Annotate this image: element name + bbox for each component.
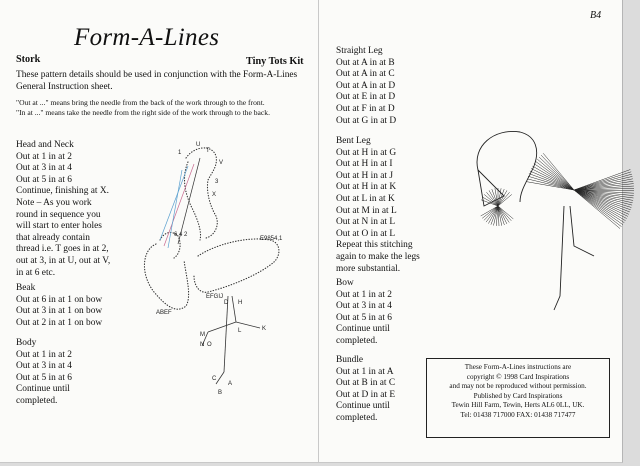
section-heading: Bow	[336, 278, 354, 288]
note-in: "In at ..." means take the needle from the right side of the work through to the back.	[16, 107, 270, 117]
instruction-line: Out at 3 in at 4	[16, 361, 72, 372]
straight-leg-thread	[554, 206, 564, 310]
instruction-line: Out at 1 in at 2	[16, 151, 72, 162]
instruction-line: will start to enter holes	[16, 221, 102, 232]
instruction-line: Out at H in at G	[336, 147, 397, 158]
body-back-outline	[194, 239, 279, 292]
tail-fan-line	[541, 155, 574, 190]
instruction-line: Out at A in at B	[336, 57, 395, 68]
instruction-line: Out at O in at L	[336, 228, 396, 239]
instruction-line: Out at 1 in at 2	[336, 289, 392, 300]
fold-line	[318, 0, 319, 462]
body-outline	[144, 244, 188, 309]
instruction-line: that already contain	[16, 232, 90, 243]
label-d: D	[224, 300, 229, 306]
section-beak	[16, 283, 102, 329]
instruction-line: completed.	[336, 412, 378, 423]
label-bow-nums: 6 4 2	[174, 232, 188, 238]
instruction-line: Out at 5 in at 6	[16, 372, 72, 383]
instruction-line: Out at A in at C	[336, 69, 395, 80]
instruction-line: Out at H in at I	[336, 159, 393, 170]
section-bundle	[336, 355, 395, 425]
instruction-line: Out at B in at C	[336, 378, 396, 389]
section-body	[16, 338, 72, 408]
section-straight-leg	[336, 46, 396, 127]
tail-fan-line	[534, 164, 574, 190]
instruction-line: Out at L in at K	[336, 193, 395, 204]
kit-name: Tiny Tots Kit	[246, 56, 304, 67]
instruction-line: Out at 3 in at 4	[16, 163, 72, 174]
label-1: 1	[178, 150, 182, 156]
instruction-line: Repeat this stitching	[336, 240, 413, 251]
instruction-line: completed.	[16, 395, 58, 406]
section-heading: Straight Leg	[336, 46, 383, 56]
bent-leg-line	[208, 322, 236, 332]
body-fan-line	[574, 190, 624, 223]
label-body-nums: E9854,1	[260, 236, 283, 242]
instruction-line: Out at 3 in at 4	[336, 301, 392, 312]
instruction-line: Out at D in at E	[336, 389, 396, 400]
instruction-line: Out at G in at D	[336, 115, 397, 126]
thread-fans	[481, 153, 634, 228]
instruction-line: completed.	[336, 335, 378, 346]
instruction-line: Out at F in at D	[336, 103, 395, 114]
thread-line	[160, 166, 188, 240]
section-bent-leg	[336, 136, 420, 275]
instruction-line: Continue until	[336, 401, 390, 412]
stitch-notes	[16, 98, 270, 117]
instruction-line: Out at E in at D	[336, 92, 396, 103]
bundle-fan-line	[498, 206, 507, 224]
label-m: M	[200, 332, 205, 338]
copyright-line: Published by Card Inspirations	[473, 391, 563, 400]
instruction-line: Out at 1 in at 2	[16, 349, 72, 360]
copyright-line: Tewin Hill Farm, Tewin, Herts AL6 0LL, UK.	[451, 401, 585, 410]
bundle-fan-line	[498, 206, 511, 221]
instruction-line: more substantial.	[336, 263, 401, 274]
stork-pattern-diagram	[120, 136, 300, 406]
instruction-line: Out at M in at L	[336, 205, 397, 216]
instruction-line: thread i.e. T goes in at 2,	[16, 244, 109, 255]
section-heading: Body	[16, 338, 37, 348]
copyright-line: These Form-A-Lines instructions are	[464, 363, 572, 371]
label-c: C	[212, 376, 217, 382]
label-a: A	[228, 381, 233, 387]
instruction-line: again to make the legs	[336, 251, 420, 262]
neck-thread	[477, 131, 537, 202]
label-v: V	[219, 160, 224, 166]
label-b: B	[218, 390, 223, 396]
bent-leg-line	[232, 296, 236, 322]
label-l: L	[238, 328, 242, 334]
neck-outline	[185, 162, 201, 240]
instruction-line: Continue until	[336, 324, 390, 335]
body-fan-line	[574, 174, 632, 190]
copyright-line: and may not be reproduced without permission.	[449, 382, 587, 391]
page-id: B4	[590, 10, 602, 21]
section-head-neck	[16, 140, 110, 279]
instruction-line: Continue until	[16, 384, 70, 395]
section-bow	[336, 278, 392, 348]
tail-fan-line	[527, 179, 574, 190]
label-n: N	[200, 342, 205, 348]
instruction-line: Out at H in at J	[336, 170, 394, 181]
instruction-line: Out at 5 in at 6	[16, 174, 72, 185]
label-t: T	[206, 148, 210, 154]
copyright-box	[426, 358, 610, 438]
label-efgij: EFGIJ	[206, 294, 224, 300]
instruction-line: Out at 5 in at 6	[336, 312, 392, 323]
intro-text: These pattern details should be used in conjunction with the Form-A-Lines General Instruction sheet.	[16, 70, 298, 92]
copyright-line: Tel: 01438 717000 FAX: 01438 717477	[460, 410, 576, 419]
instruction-line: Out at H in at K	[336, 182, 397, 193]
label-o: O	[207, 342, 212, 348]
page-title: Form-A-Lines	[74, 24, 220, 51]
label-k: K	[262, 326, 267, 332]
bundle-fan-line	[498, 192, 510, 206]
label-top: U	[196, 142, 201, 148]
copyright-line: copyright © 1998 Card Inspirations	[466, 372, 570, 381]
stork-finished-illustration	[424, 86, 624, 326]
instruction-line: Out at 1 in at A	[336, 366, 394, 377]
note-out: "Out at ..." means bring the needle from the back of the work through to the front.	[16, 98, 265, 107]
section-heading: Bent Leg	[336, 136, 371, 146]
section-heading: Beak	[16, 283, 36, 293]
instruction-line: in at 6 etc.	[16, 267, 56, 278]
instruction-line: Out at 6 in at 1 on bow	[16, 294, 103, 305]
instruction-line: Out at 3 in at 1 on bow	[16, 306, 103, 317]
instruction-line: Out at 2 in at 1 on bow	[16, 317, 103, 328]
pattern-name: Stork	[16, 54, 41, 65]
body-fan-line	[574, 190, 630, 212]
instruction-line: Note – As you work	[16, 197, 92, 208]
instruction-line: round in sequence you	[16, 209, 101, 220]
section-heading: Bundle	[336, 355, 364, 365]
instruction-line: Out at A in at D	[336, 80, 396, 91]
label-abef: ABEF	[156, 310, 172, 316]
section-heading: Head and Neck	[16, 140, 74, 150]
instruction-line: Out at N in at L	[336, 217, 396, 228]
tail-fan-line	[539, 157, 574, 190]
instruction-line: Continue, finishing at X.	[16, 186, 109, 197]
straight-leg-line	[216, 372, 224, 384]
straight-leg-line	[224, 296, 228, 372]
label-x: X	[212, 192, 217, 198]
bent-leg-thread	[570, 206, 594, 256]
label-h: H	[238, 300, 243, 306]
instruction-line: out at 3, in at U, out at V,	[16, 255, 111, 266]
label-3: 3	[215, 179, 219, 185]
